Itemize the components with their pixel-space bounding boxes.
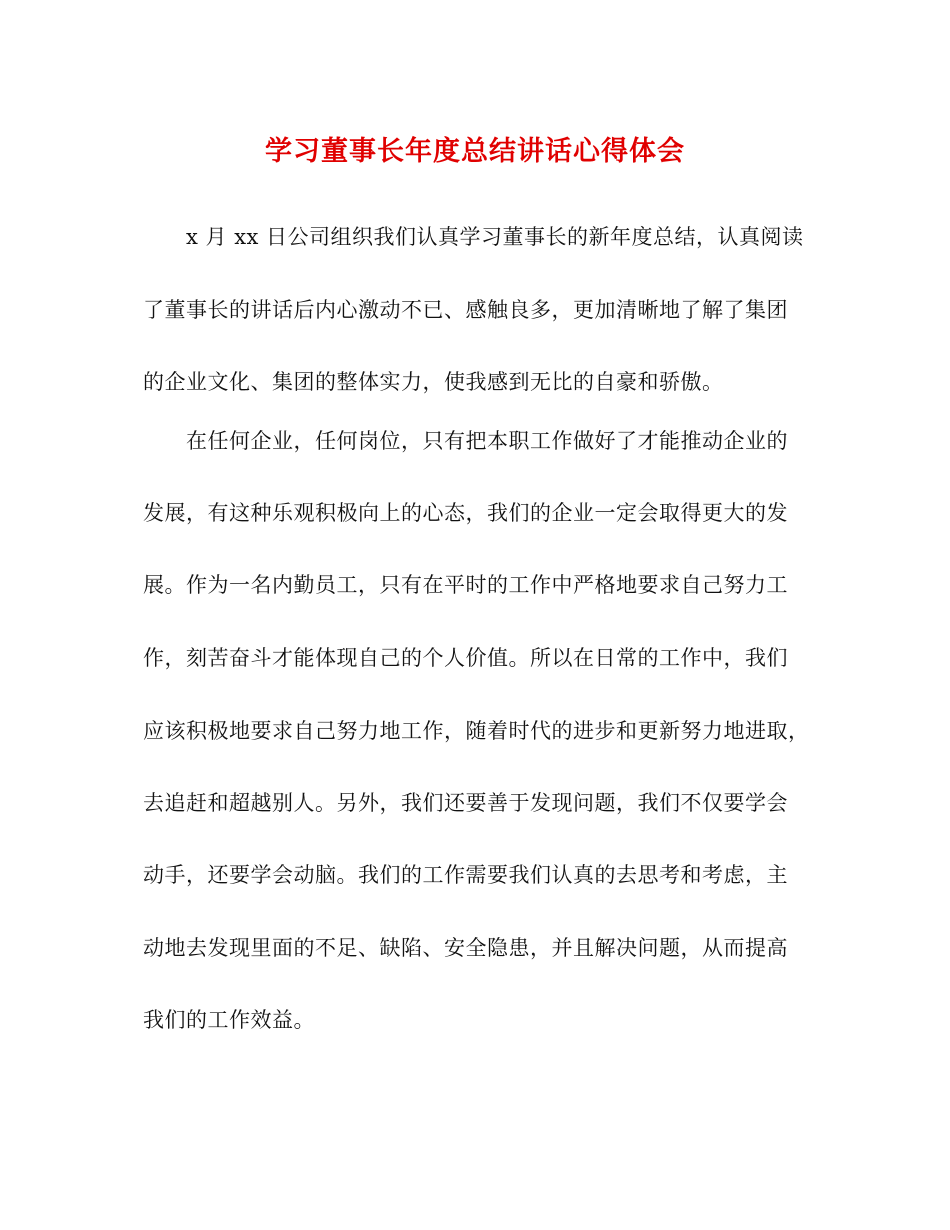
paragraph-line: 动手，还要学会动脑。我们的工作需要我们认真的去思考和考虑，主 (143, 863, 788, 887)
paragraph-line: 发展，有这种乐观积极向上的心态，我们的企业一定会取得更大的发 (143, 501, 788, 525)
paragraph-line: 去追赶和超越别人。另外，我们还要善于发现问题，我们不仅要学会 (143, 791, 788, 815)
paragraph-line: 的企业文化、集团的整体实力，使我感到无比的自豪和骄傲。 (143, 370, 724, 394)
paragraph-line: 了董事长的讲话后内心激动不已、感触良多，更加清晰地了解了集团 (143, 298, 788, 322)
paragraph-line: 展。作为一名内勤员工，只有在平时的工作中严格地要求自己努力工 (143, 573, 788, 597)
paragraph-line: 应该积极地要求自己努力地工作，随着时代的进步和更新努力地进取， (143, 719, 810, 743)
paragraph-line: 在任何企业，任何岗位，只有把本职工作做好了才能推动企业的 (186, 429, 788, 453)
paragraph-line: 作，刻苦奋斗才能体现自己的个人价值。所以在日常的工作中，我们 (143, 646, 788, 670)
paragraph-line: 动地去发现里面的不足、缺陷、安全隐患，并且解决问题，从而提高 (143, 936, 788, 960)
document-title: 学习董事长年度总结讲话心得体会 (265, 136, 685, 167)
paragraph-line: 我们的工作效益。 (143, 1008, 315, 1032)
paragraph-line: x 月 xx 日公司组织我们认真学习董事长的新年度总结，认真阅读 (186, 225, 804, 249)
